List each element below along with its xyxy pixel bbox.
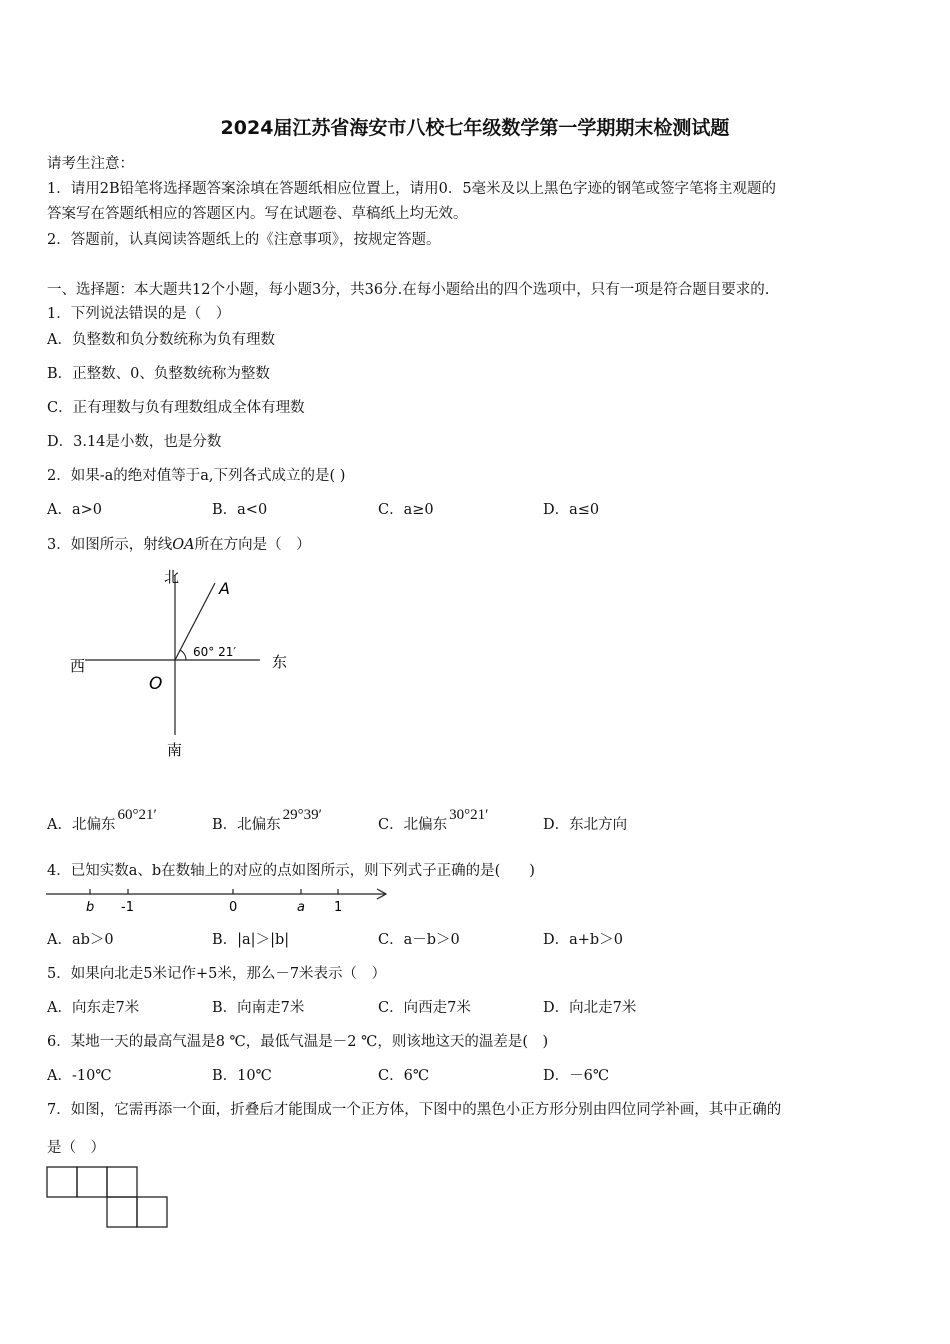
q4-stem: 4．已知实数a、b在数轴上的对应的点如图所示，则下列式子正确的是( ) [47,863,535,879]
page-title: 2024届江苏省海安市八校七年级数学第一学期期末检测试题 [220,117,730,139]
q3-option-a-angle: 60°21′ [117,807,157,823]
q1-option-a: A．负整数和负分数统称为负有理数 [47,332,275,348]
south-label: 南 [167,741,183,759]
q4-option-c: C．a－b＞0 [378,932,460,948]
angle-label: 60° 21′ [193,645,237,659]
q3-option-b [212,807,322,834]
west-label: 西 [70,657,86,675]
angle-arc [180,650,186,660]
q6-option-b: B．10℃ [212,1068,272,1084]
q4-option-d: D．a+b＞0 [543,932,623,948]
label-a: a [297,900,305,915]
q5-option-d: D．向北走7米 [543,1000,637,1016]
net-square-5 [137,1197,167,1227]
q7-stem-line-2: 是（ ） [47,1140,105,1156]
q3-option-a-text: A．北偏东 [47,817,116,833]
label-b: b [86,900,95,915]
q2-option-d: D．a≤0 [543,502,600,518]
q3-option-c [378,807,489,834]
q2-stem: 2．如果-a的绝对值等于a,下列各式成立的是( ) [47,468,346,484]
notice-line-1b: 答案写在答题纸相应的答题区内。写在试题卷、草稿纸上均无效。 [47,206,468,222]
q6-option-a: A．-10℃ [47,1068,112,1084]
east-label: 东 [272,653,288,671]
q6-stem: 6．某地一天的最高气温是8 ℃，最低气温是－2 ℃，则该地这天的温差是( ) [47,1034,549,1050]
net-square-2 [77,1167,107,1197]
q1-option-d: D．3.14是小数，也是分数 [47,434,222,450]
label-minus-one: -1 [121,900,134,915]
q1-option-c: C．正有理数与负有理数组成全体有理数 [47,400,305,416]
q2-option-b: B．a<0 [212,502,268,518]
q3-stem-pre: 3．如图所示，射线 [47,537,173,553]
q2-option-c: C．a≥0 [378,502,434,518]
q3-option-d: D．东北方向 [543,817,628,833]
q5-option-c: C．向西走7米 [378,1000,471,1016]
q5-option-b: B．向南走7米 [212,1000,305,1016]
q5-stem: 5．如果向北走5米记作+5米，那么－7米表示（ ） [47,966,387,982]
q6-option-c: C．6℃ [378,1068,430,1084]
cube-net-figure [46,1166,172,1230]
origin-label: O [149,674,163,694]
q1-stem: 1．下列说法错误的是（ ） [47,306,231,322]
q5-option-a: A．向东走7米 [47,1000,140,1016]
q2-option-a: A．a>0 [47,502,102,518]
label-zero: 0 [229,900,238,915]
notice-heading: 请考生注意： [47,156,134,172]
notice-line-2: 2．答题前，认真阅读答题纸上的《注意事项》，按规定答题。 [47,232,441,248]
section-heading: 一、选择题：本大题共12个小题，每小题3分，共36分.在每小题给出的四个选项中，只有一项是符合题目要求的. [47,282,770,298]
north-label: 北 [164,568,180,586]
q3-option-b-angle: 29°39′ [282,807,322,823]
q3-option-c-angle: 30°21′ [449,807,489,823]
q6-option-d: D．－6℃ [543,1068,610,1084]
net-square-1 [47,1167,77,1197]
label-one: 1 [334,900,343,915]
q3-stem-post: 所在方向是（ ） [194,537,311,553]
net-square-4 [107,1197,137,1227]
q3-option-b-text: B．北偏东 [212,817,281,833]
q3-option-c-text: C．北偏东 [378,817,448,833]
q4-option-a: A．ab＞0 [47,932,114,948]
number-line [40,880,400,920]
q3-option-a [47,807,157,834]
ray-label: A [219,579,230,598]
q3-stem-oa: OA [172,537,195,553]
compass-figure [60,560,310,770]
q4-option-b: B．|a|＞|b| [212,932,290,948]
q3-stem [47,533,311,554]
net-square-3 [107,1167,137,1197]
notice-line-1a: 1．请用2B铅笔将选择题答案涂填在答题纸相应位置上，请用0．5毫米及以上黑色字迹的钢笔或签字笔将主观题的 [47,181,777,197]
q1-option-b: B．正整数、0、负整数统称为整数 [47,366,270,382]
q7-stem-line-1: 7．如图，它需再添一个面，折叠后才能围成一个正方体，下图中的黑色小正方形分别由四位同学补画，其中正确的 [47,1102,782,1118]
